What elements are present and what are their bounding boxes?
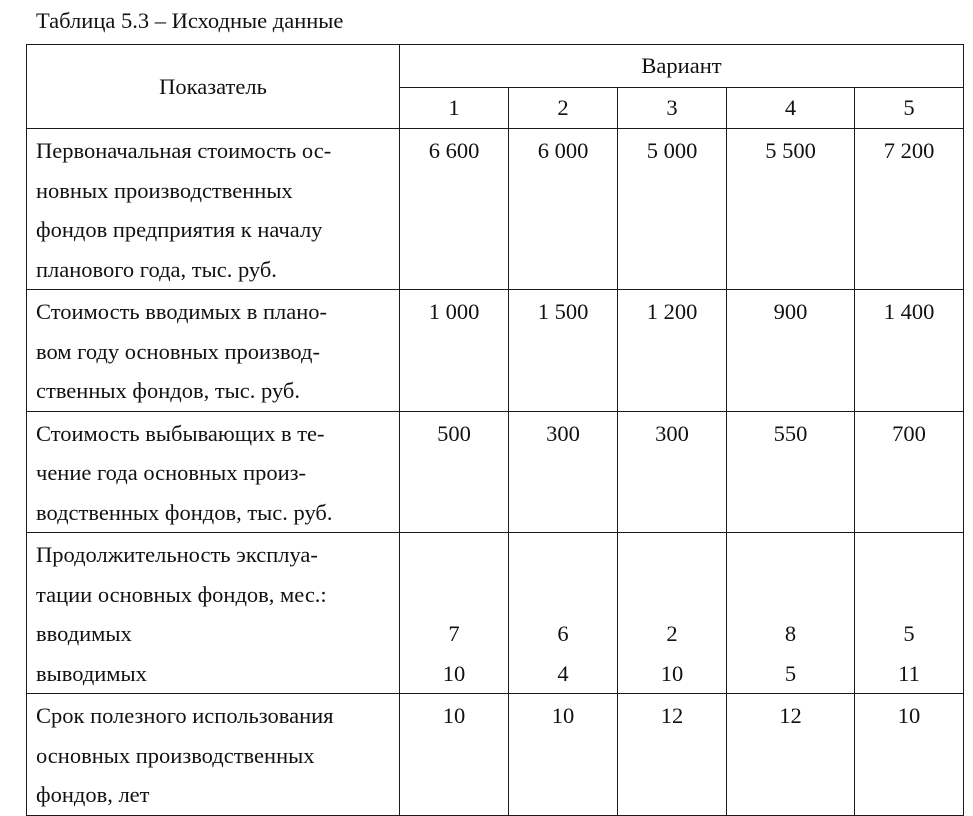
value-text: 500 [437,420,471,446]
row-label-line: Срок полезного использования [36,703,334,728]
header-variant-4: 4 [727,88,855,129]
value-text: 10 [442,703,466,728]
value-text: 550 [773,420,808,446]
cell-value [618,290,727,412]
cell-value [727,129,855,290]
value-text: 5 500 [765,138,816,163]
value-text: 6 000 [537,138,589,163]
row-label [27,694,400,816]
cell-value [509,129,618,290]
value-text: 5 000 [646,138,698,163]
header-variant-3: 3 [618,88,727,129]
value-text: 1 400 [883,299,935,324]
row-label-line: ственных фондов, тыс. руб. [36,378,300,403]
header-variant-2: 2 [509,88,618,129]
value-text: 300 [546,420,580,446]
value-text: 10 [897,703,921,728]
source-data-table [26,44,964,816]
row-label [27,533,400,694]
value-text: 5 [903,621,915,646]
value-text: 7 [448,621,460,646]
value-text: 300 [655,420,689,446]
cell-value [509,290,618,412]
value-text: 12 [779,703,802,728]
header-row-variant [27,45,964,88]
value-text: 900 [773,299,808,324]
value-text: 1 500 [537,299,589,324]
row-label-line: планового года, тыс. руб. [36,256,277,282]
value-text: 700 [892,420,926,446]
cell-value [727,694,855,816]
cell-value [618,129,727,290]
value-text: 1 200 [646,299,698,324]
row-label-line: вводимых [36,621,132,646]
value-text: 2 [666,621,678,646]
header-indicator: Показатель [27,45,400,129]
row-label-line: чение года основных произ- [36,460,307,485]
value-text: 10 [442,660,466,686]
cell-value [509,411,618,533]
row-label [27,290,400,412]
cell-value [855,533,964,694]
table-row-initial-cost [27,129,964,290]
value-text: 7 200 [883,138,935,163]
cell-value [855,290,964,412]
header-variant-1: 1 [400,88,509,129]
row-label-line: выводимых [36,660,147,686]
cell-value [855,694,964,816]
cell-value [618,533,727,694]
row-label-line: основных производственных [36,742,315,768]
table-row-added-cost [27,290,964,412]
row-label-line: вом году основных производ- [36,338,320,364]
cell-value [400,694,509,816]
value-text: 11 [898,660,920,686]
table-row-retired-cost [27,411,964,533]
row-label-line: водственных фондов, тыс. руб. [36,499,333,525]
value-text: 10 [551,703,575,728]
value-text: 1 000 [428,299,480,324]
value-text: 12 [660,703,684,728]
value-text: 6 600 [428,138,480,163]
cell-value [618,694,727,816]
value-text: 5 [784,660,797,686]
header-variant-5: 5 [855,88,964,129]
row-label-line: фондов предприятия к началу [36,217,323,242]
cell-value [509,533,618,694]
table-row-useful-life [27,694,964,816]
cell-value [727,533,855,694]
row-label-line: фондов, лет [36,782,150,807]
value-text: 10 [660,660,684,686]
cell-value [400,129,509,290]
row-label [27,411,400,533]
table-caption: Таблица 5.3 – Исходные данные [36,8,344,33]
value-text: 6 [557,621,569,646]
cell-value [618,411,727,533]
table-row-operation-duration [27,533,964,694]
row-label-line: Стоимость вводимых в плано- [36,299,327,324]
cell-value [727,411,855,533]
row-label-line: Первоначальная стоимость ос- [36,138,332,163]
cell-value [400,533,509,694]
row-label [27,129,400,290]
cell-value [400,290,509,412]
cell-value [400,411,509,533]
row-label-line: Стоимость выбывающих в те- [36,420,325,446]
header-variant: Вариант [400,45,964,88]
row-label-line: Продолжительность эксплуа- [36,542,318,567]
row-label-line: тации основных фондов, мес.: [36,581,327,607]
value-text: 4 [557,660,569,686]
value-text: 8 [784,621,797,646]
cell-value [509,694,618,816]
cell-value [727,290,855,412]
cell-value [855,129,964,290]
row-label-line: новных производственных [36,177,293,203]
cell-value [855,411,964,533]
